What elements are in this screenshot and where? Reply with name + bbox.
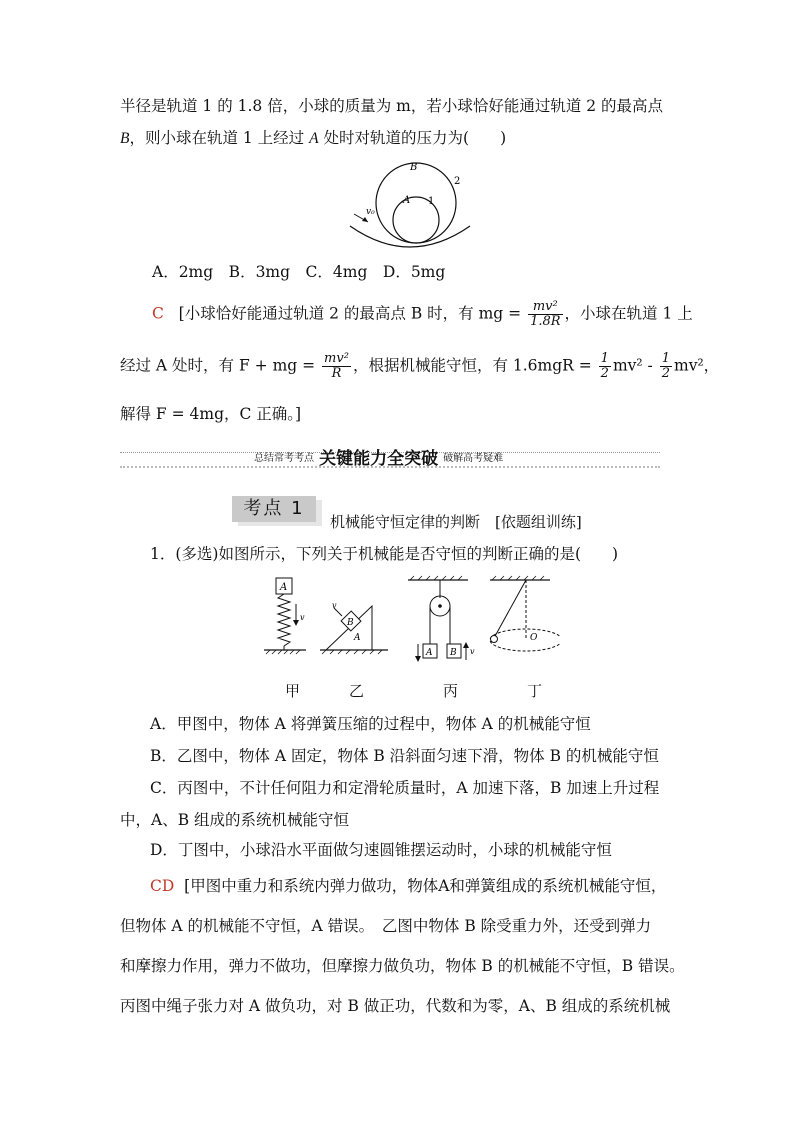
solution-2-line2: 但物体 A 的机械能不守恒，A 错误。 乙图中物体 B 除受重力外，还受到弹力 <box>120 917 652 935</box>
svg-text:B: B <box>450 648 457 658</box>
solution-1-line2: 经过 A 处时，有 F + mg = $\frac{\text{mv²}}{R}$ ，根据机械能守恒，有 1.6mgR = $\frac{1}{2}$ mv² - $\frac{1}{2}$ mv²， <box>120 351 720 381</box>
banner-title: 关键能力全突破 <box>319 449 439 469</box>
answer-1: C <box>152 304 164 323</box>
kaodian-box: 考点 1 <box>232 496 316 522</box>
svg-text:B: B <box>347 618 354 628</box>
svg-text:A: A <box>280 582 288 593</box>
svg-text:v: v <box>470 647 475 656</box>
fraction-mv2-1.8r: $\frac{\text{mv²}}{1.8R}$ <box>530 299 561 329</box>
fraction-half-2: $\frac{1}{2}$ <box>661 351 671 381</box>
question-1-stem: 1．(多选)如图所示，下列关于机械能是否守恒的判断正确的是( ) <box>150 545 619 563</box>
track-label-2: 2 <box>454 176 461 187</box>
option-c-line1: C．丙图中，不计任何阻力和定滑轮质量时，A 加速下落，B 加速上升过程 <box>150 779 660 797</box>
option-b: B．乙图中，物体 A 固定，物体 B 沿斜面匀速下滑，物体 B 的机械能守恒 <box>150 747 659 765</box>
mechanics-figures <box>260 574 560 670</box>
figure-bing <box>408 576 475 662</box>
figure-label-bing: 丙 <box>443 682 459 700</box>
banner-right: 破解高考疑难 <box>443 453 504 464</box>
svg-text:A: A <box>426 648 433 658</box>
option-a: A．甲图中，物体 A 将弹簧压缩的过程中，物体 A 的机械能守恒 <box>150 715 591 733</box>
figure-label-yi: 乙 <box>349 682 365 700</box>
figure-label-jia: 甲 <box>285 682 301 700</box>
problem-intro-line1: 半径是轨道 1 的 1.8 倍，小球的质量为 m，若小球恰好能通过轨道 2 的最高点 <box>120 97 664 115</box>
solution-1-line1: C [小球恰好能通过轨道 2 的最高点 B 时，有 mg = $\frac{\text{mv²}}{1.8R}$ ，小球在轨道 1 上 <box>152 299 693 329</box>
option-d: D．丁图中，小球沿水平面做匀速圆锥摆运动时，小球的机械能守恒 <box>150 841 612 859</box>
solution-1-line3: 解得 F = 4mg，C 正确。] <box>120 405 302 423</box>
fraction-half-1: $\frac{1}{2}$ <box>600 351 609 381</box>
answer-2: CD <box>150 877 175 895</box>
options-1: A．2mg B．3mg C．4mg D．5mg <box>152 263 446 281</box>
svg-text:v: v <box>300 613 305 622</box>
figure-label-ding: 丁 <box>527 682 543 700</box>
track-label-1: 1 <box>428 196 435 207</box>
figure-jia <box>264 578 306 654</box>
svg-text:v: v <box>332 601 337 610</box>
banner <box>254 444 503 469</box>
problem-intro-line2: B，则小球在轨道 1 上经过 A 处时对轨道的压力为( ) <box>120 129 507 147</box>
solution-2-line4: 丙图中绳子张力对 A 做负功，对 B 做正功，代数和为零，A、B 组成的系统机械 <box>120 997 671 1015</box>
track-label-v0: v₀ <box>366 207 375 217</box>
figure-yi <box>320 601 388 654</box>
track-label-b: B <box>410 162 418 173</box>
svg-text:A: A <box>354 633 361 643</box>
track-label-a: A <box>403 195 411 206</box>
fraction-mv2-r: $\frac{\text{mv²}}{R}$ <box>324 351 349 381</box>
solution-2-line3: 和摩擦力作用，弹力不做功，但摩擦力做负功，物体 B 的机械能不守恒，B 错误。 <box>120 957 685 975</box>
track-figure <box>340 156 480 256</box>
kaodian-title: 机械能守恒定律的判断 [依题组训练] <box>330 513 582 531</box>
option-c-line2: 中，A、B 组成的系统机械能守恒 <box>120 811 350 829</box>
figure-ding <box>490 576 560 651</box>
svg-text:O: O <box>530 633 538 643</box>
solution-2-line1: CD [甲图中重力和系统内弹力做功，物体A和弹簧组成的系统机械能守恒， <box>150 877 667 895</box>
banner-left: 总结常考考点 <box>254 453 314 464</box>
